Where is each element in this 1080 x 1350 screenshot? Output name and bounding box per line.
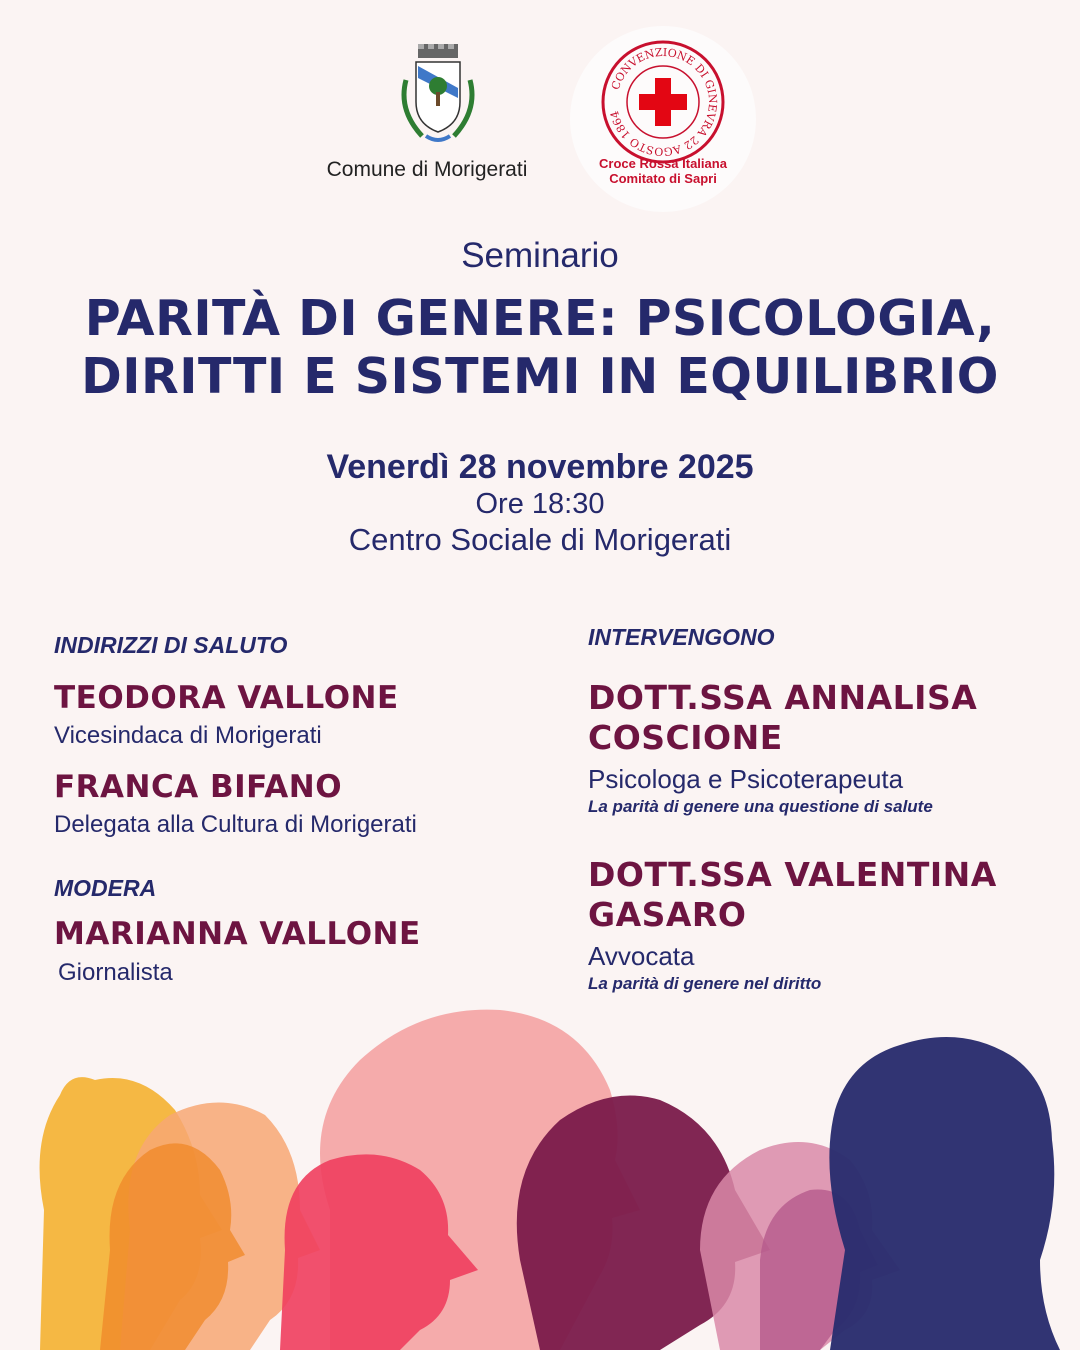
comune-coat-of-arms-icon [392, 40, 484, 150]
greeting-name-2: FRANCA BIFANO [54, 769, 343, 805]
title-line-2: DIRITTI E SISTEMI IN EQUILIBRIO [81, 348, 999, 405]
speaker-1-talk: La parità di genere una questione di salute [588, 797, 933, 816]
greetings-label: INDIRIZZI DI SALUTO [54, 632, 288, 658]
speaker-1 [588, 678, 1058, 817]
speaker-2-name-line1: DOTT.SSA VALENTINA [588, 855, 997, 894]
event-time: Ore 18:30 [475, 488, 605, 520]
moderator-name: MARIANNA VALLONE [54, 916, 421, 952]
speaker-1-name-line2: COSCIONE [588, 718, 783, 757]
speaker-1-role: Psicologa e Psicoterapeuta [588, 764, 904, 794]
moderator-label: MODERA [54, 875, 157, 901]
croce-rossa-logo [570, 26, 756, 212]
greeting-name-1: TEODORA VALLONE [54, 680, 399, 716]
speaker-2-role: Avvocata [588, 941, 695, 971]
speakers-label: INTERVENGONO [588, 624, 775, 650]
speaker-1-name-line1: DOTT.SSA ANNALISA [588, 678, 978, 717]
cri-name-line2: Comitato di Sapri [609, 171, 717, 186]
title-line-1: PARITÀ DI GENERE: PSICOLOGIA, [84, 290, 996, 347]
greeting-role-2: Delegata alla Cultura di Morigerati [54, 811, 417, 838]
event-date: Venerdì 28 novembre 2025 [326, 448, 754, 486]
greeting-role-1: Vicesindaca di Morigerati [54, 722, 322, 749]
speaker-2-name-line2: GASARO [588, 895, 747, 934]
speaker-2 [588, 855, 1068, 994]
cri-seal-text: CONVENZIONE DI GINEVRA 22 AGOSTO 1864 [607, 45, 720, 159]
moderator-role: Giornalista [58, 959, 173, 986]
cri-name-line1: Croce Rossa Italiana [599, 156, 727, 171]
silhouette-navy [829, 1037, 1060, 1350]
page-title [40, 290, 1040, 406]
comune-name: Comune di Morigerati [326, 158, 528, 181]
red-cross-icon [599, 38, 727, 166]
seminar-label: Seminario [461, 236, 619, 275]
event-venue: Centro Sociale di Morigerati [348, 522, 732, 557]
speaker-2-talk: La parità di genere nel diritto [588, 974, 822, 993]
silhouettes-illustration [0, 1000, 1080, 1350]
